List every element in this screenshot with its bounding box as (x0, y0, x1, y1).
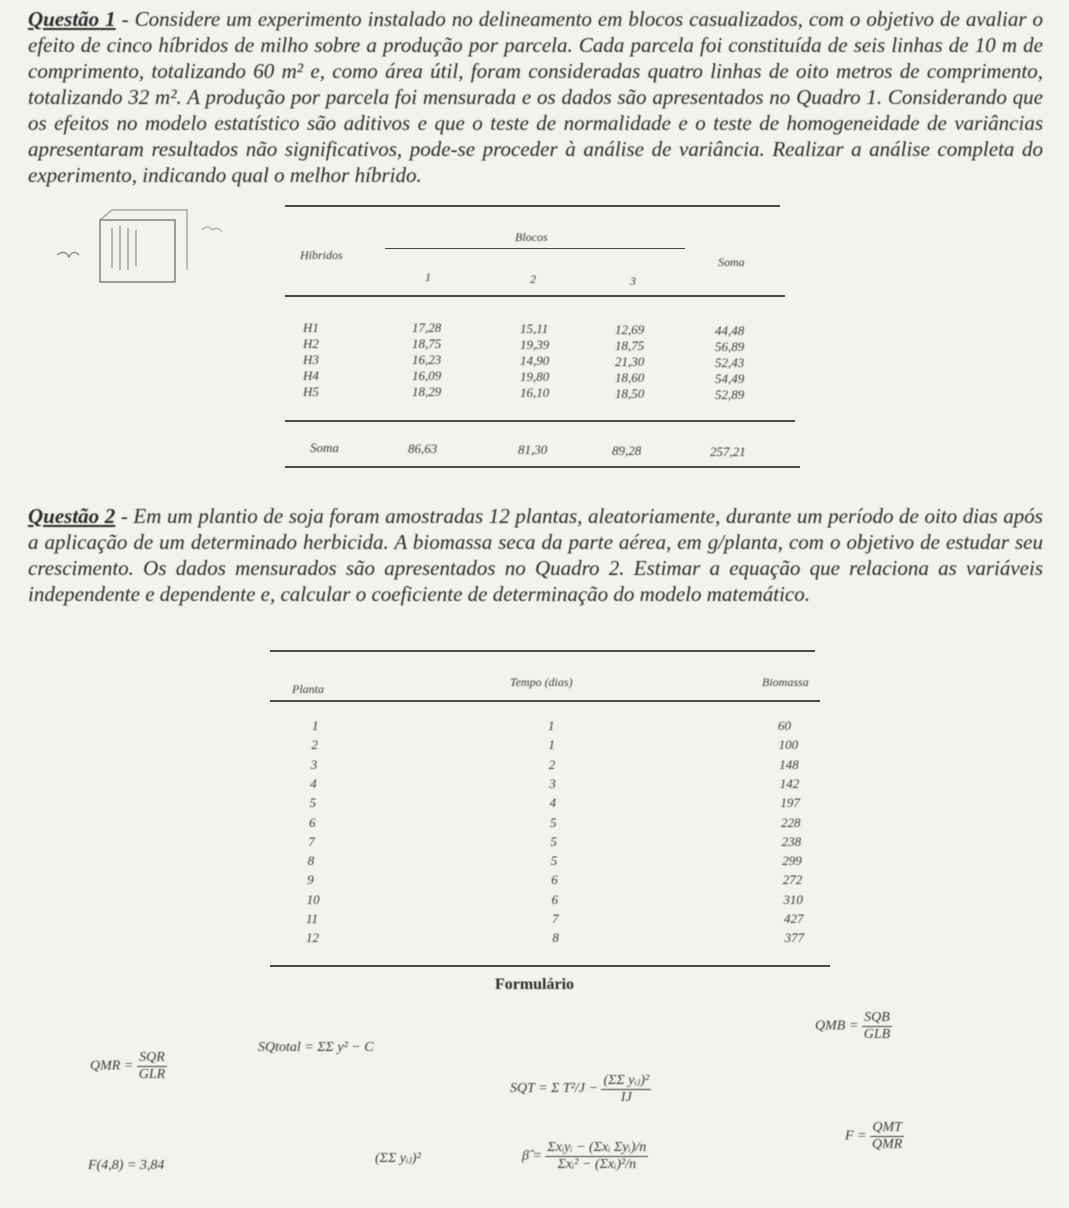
table-2-row-2-biomassa: 100 (778, 737, 799, 753)
table-1-header-block-2: 2 (530, 272, 536, 286)
table-1-total-b1: 86,63 (408, 441, 438, 456)
table-1-row-2-b3: 18,75 (615, 338, 645, 353)
formula-fcalc-num: QMT (870, 1120, 904, 1137)
formula-qmr-den: GLR (138, 1067, 166, 1082)
table-1-row-2-b1: 18,75 (412, 336, 442, 351)
table-1-row-3-b1: 16,23 (412, 352, 442, 367)
formula-sqt-frac (601, 1072, 651, 1106)
table-1-header-block-3: 3 (630, 274, 636, 288)
table-2-row-6-planta: 6 (309, 814, 316, 830)
table-1-row-1-b2: 15,11 (520, 321, 549, 336)
formula-beta-frac (545, 1140, 648, 1173)
table-2-row-4-planta: 4 (310, 775, 317, 791)
table-1-total-b3: 89,28 (612, 443, 642, 458)
table-2-row-11-planta: 11 (306, 911, 319, 926)
table-1-row-1-hibrido: H1 (303, 320, 319, 335)
formula-qmr (90, 1050, 167, 1083)
table-2-row-8-tempo: 5 (550, 853, 558, 869)
table-1-row-2-hibrido: H2 (303, 336, 319, 351)
table-2-row-1-planta: 1 (312, 718, 319, 733)
formula-fcalc-lhs: F (845, 1128, 854, 1144)
table-2-row-1-biomassa: 60 (778, 718, 791, 733)
table-2-row-7-biomassa: 238 (781, 833, 802, 849)
table-1-row-4-soma: 54,49 (715, 371, 745, 386)
table-2-header-rule (270, 700, 820, 702)
table-2-row-8-biomassa: 299 (782, 853, 802, 869)
formula-qmr-frac (137, 1050, 167, 1083)
question-2-label: Questão 2 (28, 504, 116, 528)
table-1-body-rule (285, 420, 795, 422)
table-2-row-11-biomassa: 427 (784, 911, 804, 926)
formula-fcalc-frac (870, 1120, 904, 1153)
formula-qmb-frac (862, 1010, 892, 1043)
table-1-header-block-1: 1 (425, 270, 431, 284)
table-2-row-10-planta: 10 (306, 891, 320, 907)
table-1-row-4-b1: 16,09 (412, 368, 442, 383)
formula-sqt-lhs: SQT = Σ T²/J − (510, 1081, 598, 1097)
table-2-row-11-tempo: 7 (552, 911, 559, 926)
table-1-header-blocos: Blocos (515, 230, 548, 244)
table-2-row-9-tempo: 6 (551, 872, 558, 888)
table-2-row-5-planta: 5 (309, 795, 317, 811)
formula-sqt-den: IJ (620, 1090, 632, 1105)
question-2-text: - Em um plantio de soja foram amostradas 12 plantas, aleatoriamente, durante um período de oito dias após a aplicação de um determinado herbicida. A biomassa seca da parte aérea, em g/planta, com o objetivo de estudar seu crescimento. Os dados mensurados são apresentados no Quadro 2. Estimar a equação que relaciona as variáveis independente e dependente e, calcular o coeficiente de determinação do modelo matemático. (28, 504, 1043, 606)
table-2-row-4-tempo: 3 (549, 775, 556, 791)
table-2-header-tempo: Tempo (dias) (510, 675, 573, 689)
formula-qmb-lhs: QMB = (815, 1018, 859, 1034)
table-2-row-12-planta: 12 (306, 930, 319, 946)
formula-sqtotal: SQtotal = ΣΣ y² − C (258, 1040, 374, 1055)
table-2-row-12-biomassa: 377 (784, 930, 805, 946)
table-1-row-2-b2: 19,39 (520, 337, 550, 352)
table-2-row-5-tempo: 4 (549, 795, 557, 811)
table-1-row-4-b3: 18,60 (615, 370, 645, 385)
formula-sqt (510, 1072, 651, 1106)
table-1-header-soma: Soma (718, 255, 745, 269)
table-1-row-5-hibrido: H5 (303, 384, 319, 399)
formulario-title: Formulário (494, 976, 575, 993)
formula-c: (ΣΣ yᵢⱼ)² (375, 1151, 421, 1166)
table-1-row-1-soma: 44,48 (715, 323, 745, 338)
formula-sqt-num: (ΣΣ yᵢⱼ)² (603, 1073, 650, 1088)
formula-qmb-den: GLB (863, 1027, 891, 1042)
table-2-row-10-biomassa: 310 (783, 891, 803, 907)
table-2-header-biomassa: Biomassa (762, 675, 809, 689)
question-1 (28, 6, 1043, 188)
table-2-row-1-tempo: 1 (548, 718, 555, 733)
table-2-row-3-planta: 3 (310, 756, 318, 772)
table-2-row-9-biomassa: 272 (782, 872, 803, 888)
table-2-row-7-planta: 7 (308, 833, 315, 849)
formula-beta (522, 1140, 648, 1173)
formula-fcalc: F = $\frac{\text{QMT}}{\text{QMR}}$ (845, 1120, 903, 1152)
table-2-row-5-biomassa: 197 (780, 795, 800, 811)
table-1-total-b2: 81,30 (518, 442, 548, 457)
table-1-row-4-b2: 19,80 (520, 369, 550, 384)
formula-qmb-num: SQB (862, 1010, 892, 1027)
table-2-top-rule (270, 650, 815, 652)
table-1-row-5-b1: 18,29 (412, 384, 442, 399)
formula-beta-lhs: β̂ = (522, 1148, 542, 1164)
table-1-row-5-b3: 18,50 (615, 386, 645, 401)
table-2-row-2-tempo: 1 (548, 737, 555, 753)
table-1-row-3-b2: 14,90 (520, 353, 550, 368)
table-2-row-3-biomassa: 148 (779, 756, 799, 772)
table-1-row-3-hibrido: H3 (303, 352, 319, 367)
table-1-top-rule (285, 205, 780, 207)
table-1-header-rule (285, 295, 785, 297)
table-1-row-4-hibrido: H4 (303, 368, 319, 383)
formula-qmr-lhs: QMR = (90, 1058, 134, 1074)
formula-ftab: F(4,8) = 3,84 (88, 1158, 165, 1173)
table-2-row-7-tempo: 5 (550, 833, 557, 849)
table-1-row-5-b2: 16,10 (520, 385, 550, 400)
table-2-row-8-planta: 8 (307, 853, 315, 869)
table-1-row-1-b3: 12,69 (615, 322, 645, 337)
table-1-row-5-soma: 52,89 (715, 387, 745, 402)
table-2-row-12-tempo: 8 (552, 930, 559, 946)
formula-beta-den: Σxᵢ² − (Σxᵢ)²/n (557, 1157, 637, 1172)
question-1-text: - Considere um experimento instalado no delineamento em blocos casualizados, com o objetivo de avaliar o efeito de cinco híbridos de milho sobre a produção por parcela. Cada parcela foi constituída de seis linhas de 10 m de comprimento, totalizando 60 m² e, como área útil, foram consideradas quatro linhas de oito metros de comprimento, totalizando 32 m². A produção por parcela foi mensurada e os dados são apresentados no Quadro 1. Considerando que os efeitos no modelo estatístico são aditivos e que o teste de normalidade e o teste de homogeneidade de variâncias apresentaram resultados não significativos, pode-se proceder à análise de variância. Realizar a análise completa do experimento, indicando qual o melhor híbrido. (28, 7, 1043, 187)
formula-beta-num: Σxᵢyᵢ − (Σxᵢ Σyᵢ)/n (547, 1140, 647, 1155)
table-2-row-10-tempo: 6 (551, 891, 559, 907)
table-1-total-label: Soma (310, 440, 339, 455)
table-2-row-3-tempo: 2 (548, 756, 556, 772)
table-2-row-2-planta: 2 (311, 737, 318, 753)
table-1-row-3-soma: 52,43 (715, 355, 745, 370)
table-2-row-6-biomassa: 228 (781, 814, 801, 830)
formula-qmr-num: SQR (137, 1050, 167, 1067)
table-1-total-soma: 257,21 (710, 444, 746, 459)
formula-qmb (815, 1010, 892, 1043)
table-2-row-6-tempo: 5 (550, 814, 557, 830)
table-1-bottom-rule (285, 466, 800, 468)
table-1-row-1-b1: 17,28 (412, 320, 442, 335)
table-2-bottom-rule (270, 965, 830, 967)
table-1-blocos-rule (385, 248, 685, 249)
question-2 (28, 503, 1043, 607)
table-1-row-3-b3: 21,30 (615, 354, 645, 369)
table-2-header-planta: Planta (292, 682, 324, 696)
table-2-row-9-planta: 9 (307, 872, 314, 888)
formula-fcalc-den: QMR (872, 1137, 903, 1152)
handwritten-scribble (52, 200, 282, 290)
table-2-row-4-biomassa: 142 (779, 775, 800, 791)
table-1-row-2-soma: 56,89 (715, 339, 745, 354)
question-1-label: Questão 1 (28, 7, 116, 31)
table-1-header-hibridos: Híbridos (300, 248, 343, 262)
